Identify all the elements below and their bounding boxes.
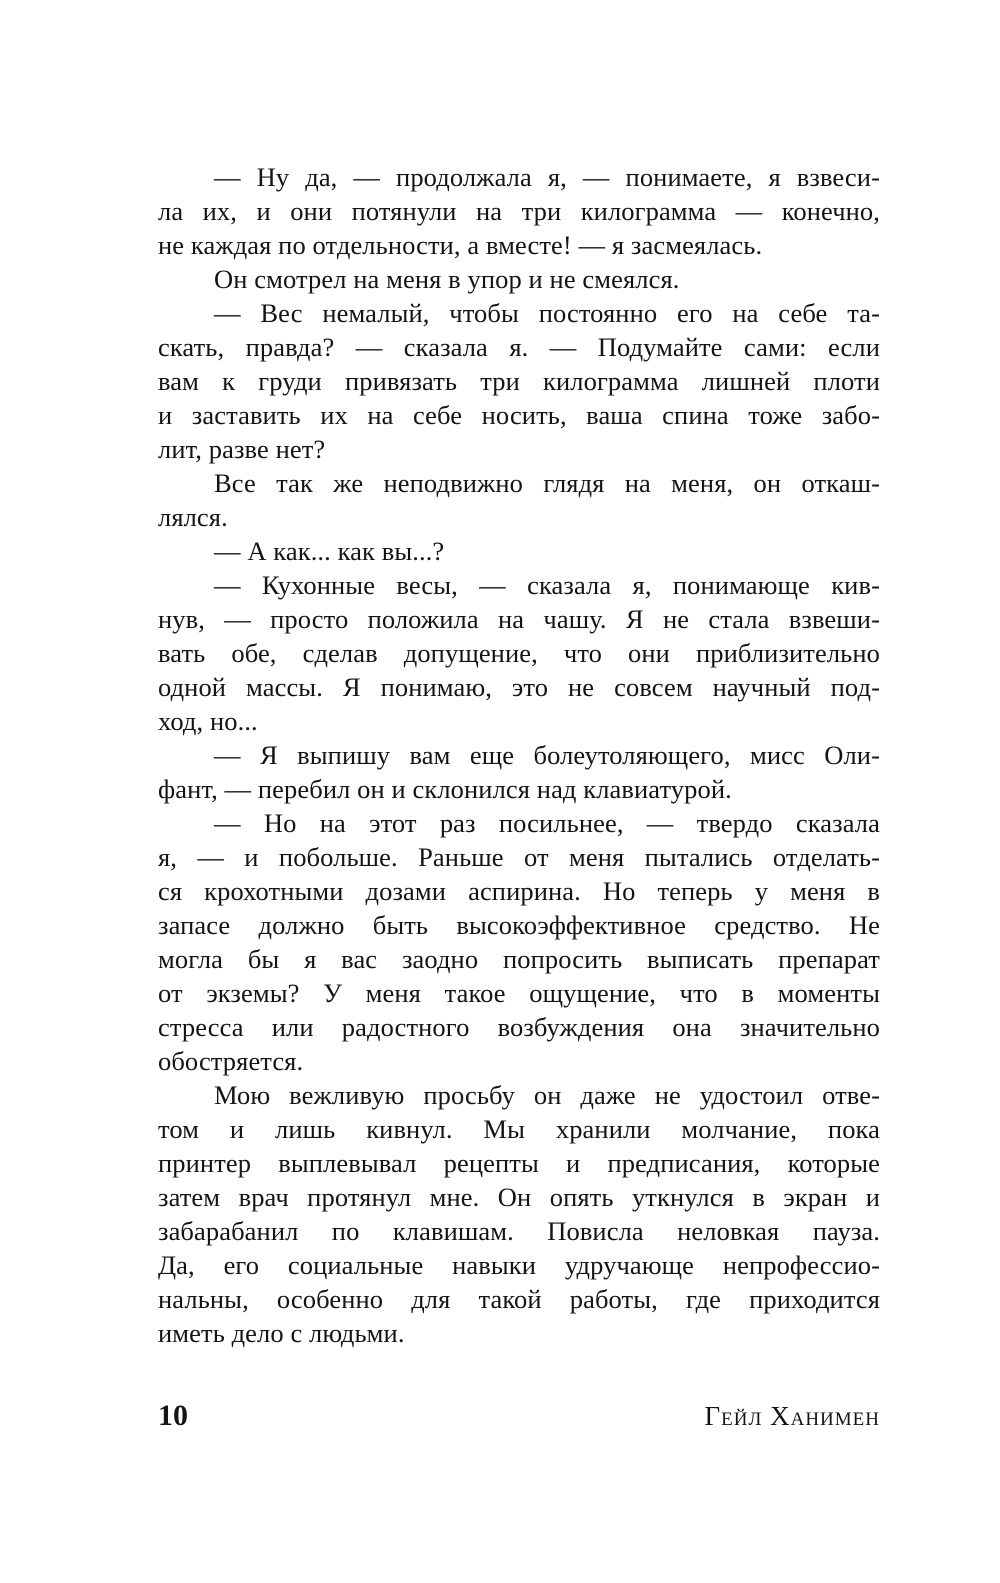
- text-line: — Кухонные весы, — сказала я, понимающе кив-: [214, 570, 880, 600]
- page-footer: [158, 1398, 880, 1434]
- text-line: от экземы? У меня такое ощущение, что в моменты: [158, 978, 880, 1008]
- text-line: — Ну да, — продолжала я, — понимаете, я взвеси-: [214, 162, 880, 192]
- text-line: фант, — перебил он и склонился над клавиатурой.: [158, 774, 732, 804]
- text-line: ход, но...: [158, 706, 258, 736]
- text-line: — Вес немалый, чтобы постоянно его на себе та-: [214, 298, 880, 328]
- text-line: вам к груди привязать три килограмма лишней плоти: [158, 366, 880, 396]
- text-line: иметь дело с людьми.: [158, 1318, 405, 1348]
- text-line: Мою вежливую просьбу он даже не удостоил отве-: [214, 1080, 880, 1110]
- text-line: ла их, и они потянули на три килограмма — конечно,: [158, 196, 880, 226]
- text-line: запасе должно быть высокоэффективное средство. Не: [158, 910, 880, 940]
- text-line: скать, правда? — сказала я. — Подумайте сами: если: [158, 332, 880, 362]
- text-line: нув, — просто положила на чашу. Я не стала взвеши-: [158, 604, 880, 634]
- text-line: — А как... как вы...?: [214, 536, 445, 566]
- page-text: [158, 160, 880, 1350]
- running-title: Гейл Ханимен: [704, 1401, 880, 1431]
- text-line: лит, разве нет?: [158, 434, 326, 464]
- text-line: одной массы. Я понимаю, это не совсем научный под-: [158, 672, 880, 702]
- text-line: том и лишь кивнул. Мы хранили молчание, пока: [158, 1114, 880, 1144]
- page-number: 10: [158, 1399, 188, 1432]
- text-line: забарабанил по клавишам. Повисла неловкая пауза.: [158, 1216, 880, 1246]
- text-line: лялся.: [158, 502, 228, 532]
- text-line: не каждая по отдельности, а вместе! — я засмеялась.: [158, 230, 763, 260]
- text-line: и заставить их на себе носить, ваша спина тоже забо-: [158, 400, 880, 430]
- text-line: обостряется.: [158, 1046, 304, 1076]
- text-line: могла бы я вас заодно попросить выписать препарат: [158, 944, 880, 974]
- text-line: нальны, особенно для такой работы, где приходится: [158, 1284, 880, 1314]
- text-line: Да, его социальные навыки удручающе непрофессио-: [158, 1250, 880, 1280]
- text-line: вать обе, сделав допущение, что они приблизительно: [158, 638, 880, 668]
- text-line: принтер выплевывал рецепты и предписания, которые: [158, 1148, 880, 1178]
- text-line: — Я выпишу вам еще болеутоляющего, мисс Оли-: [214, 740, 880, 770]
- text-line: Он смотрел на меня в упор и не смеялся.: [214, 264, 680, 294]
- text-line: Все так же неподвижно глядя на меня, он откаш-: [214, 468, 880, 498]
- text-line: я, — и побольше. Раньше от меня пытались отделать-: [158, 842, 880, 872]
- text-line: стресса или радостного возбуждения она значительно: [158, 1012, 880, 1042]
- text-line: ся крохотными дозами аспирина. Но теперь у меня в: [158, 876, 880, 906]
- text-line: — Но на этот раз посильнее, — твердо сказала: [214, 808, 880, 838]
- text-line: затем врач протянул мне. Он опять уткнулся в экран и: [158, 1182, 880, 1212]
